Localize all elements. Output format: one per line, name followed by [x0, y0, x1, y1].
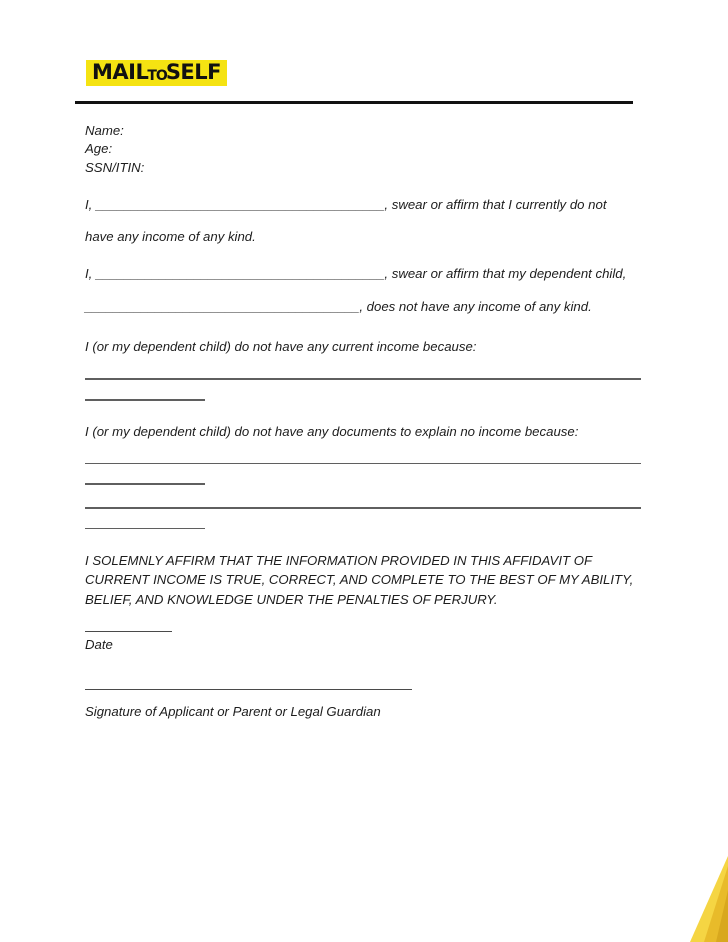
paragraph-1-prefix: I, [85, 196, 96, 212]
document-body [85, 122, 643, 722]
spacer [85, 609, 643, 631]
paragraph-1-blank[interactable]: _________________________________________ [96, 196, 385, 212]
paragraph-applicant-no-income-continued: have any income of any kind. [85, 229, 256, 245]
logo-text-middle: TO [147, 68, 167, 84]
spacer [85, 677, 643, 689]
spacer [85, 690, 643, 703]
spacer [85, 509, 643, 528]
paragraph-dependent-child-intro [85, 265, 643, 283]
paragraph-dependent-child-name [85, 298, 643, 316]
field-label-name: Name: [85, 123, 124, 138]
spacer [85, 316, 643, 338]
paragraph-applicant-no-income [85, 196, 643, 214]
spacer [85, 529, 643, 551]
spacer [85, 441, 643, 463]
prompt-no-current-income: I (or my dependent child) do not have any current income because: [85, 339, 477, 355]
paragraph-2-suffix: , swear or affirm that my dependent child, [384, 266, 627, 282]
spacer [85, 177, 643, 196]
prompt-no-documents: I (or my dependent child) do not have any documents to explain no income because: [85, 423, 579, 439]
mail-to-self-logo [86, 60, 227, 86]
paragraph-2-child-blank[interactable]: _______________________________________ [85, 298, 360, 314]
paragraph-1-suffix: , swear or affirm that I currently do not [384, 196, 607, 212]
spacer [85, 380, 643, 399]
paragraph-2-child-suffix: , does not have any income of any kind. [359, 298, 592, 314]
header-divider [75, 101, 633, 104]
field-label-ssn-itin: SSN/ITIN: [85, 159, 145, 175]
logo-text-left: MAIL [92, 60, 149, 84]
page-curl-icon [666, 856, 728, 942]
spacer [85, 214, 643, 228]
spacer [85, 464, 643, 483]
spacer [85, 246, 643, 265]
logo-text-right: SELF [165, 60, 222, 84]
page-curl-decoration [666, 856, 728, 942]
field-label-age: Age: [85, 141, 113, 157]
paragraph-2-prefix: I, [85, 266, 96, 282]
spacer [85, 485, 643, 507]
signature-label: Signature of Applicant or Parent or Legal Guardian [85, 704, 381, 720]
logo-container [86, 60, 227, 86]
spacer [85, 401, 643, 423]
date-label: Date [85, 637, 113, 653]
spacer [85, 356, 643, 378]
spacer [85, 284, 643, 298]
spacer [85, 655, 643, 677]
paragraph-2-blank[interactable]: _________________________________________ [96, 266, 385, 282]
solemn-affirmation-text: I SOLEMNLY AFFIRM THAT THE INFORMATION PROVIDED IN THIS AFFIDAVIT OF CURRENT INCOME IS TRUE, CORRECT, AND COMPLETE TO THE BEST OF MY ABILITY, BELIEF, AND KNOWLEDGE UNDER THE PENALTIES OF PERJURY. [85, 553, 634, 607]
